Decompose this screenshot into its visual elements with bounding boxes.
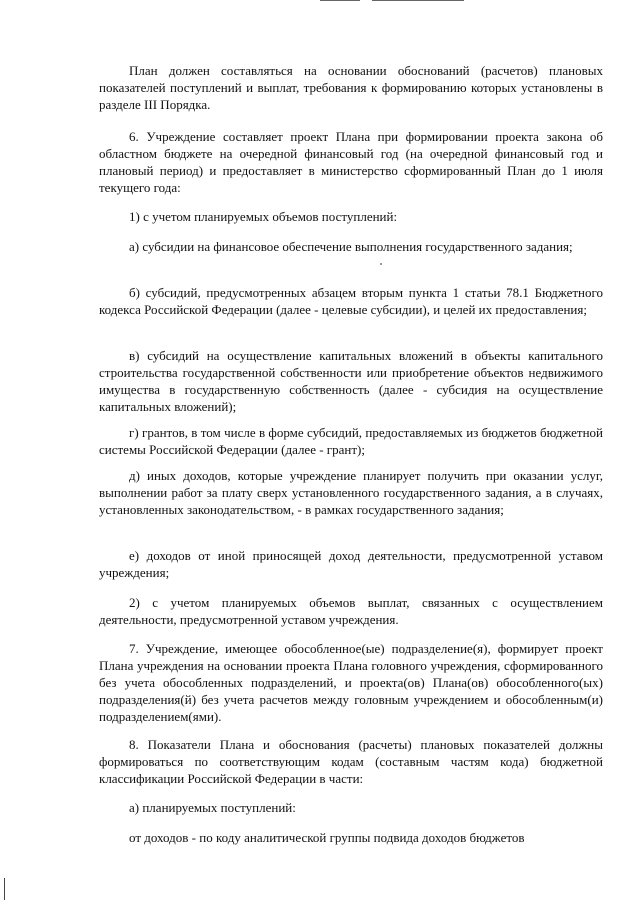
paragraph-item-8-a: а) планируемых поступлений: [129,800,296,815]
paragraph-item-6-1-b: б) субсидий, предусмотренных абзацем вторым пункта 1 статьи 78.1 Бюджетного кодекса Российской Федерации (далее - целевые субсидии), и целей их предоставления; [99,285,603,317]
paragraph-plan-basis: План должен составляться на основании обоснований (расчетов) плановых показателей поступлений и выплат, требования к формированию которых установлены в разделе III Порядка. [99,63,603,112]
scan-artifact-top-left [320,0,360,1]
paragraph-item-6-1-a: а) субсидии на финансовое обеспечение выполнения государственного задания; [129,239,573,254]
paragraph-item-6-2: 2) с учетом планируемых объемов выплат, связанных с осуществлением деятельности, предусмотренной уставом учреждения. [99,595,603,627]
scan-artifact-top-right [372,0,464,1]
paragraph-item-7: 7. Учреждение, имеющее обособленное(ые) подразделение(я), формирует проект Плана учреждения на основании проекта Плана головного учреждения, сформированного без учета обособленных подразделений, и проекта(ов) Плана(ов) обособленного(ых) подразделения(й) без учета расчетов между головным учреждением и обособленным(и) подразделением(ями). [99,641,603,724]
paragraph-item-6-1-g: г) грантов, в том числе в форме субсидий, предоставляемых из бюджетов бюджетной системы Российской Федерации (далее - грант); [99,425,603,457]
paragraph-item-6-1-v: в) субсидий на осуществление капитальных вложений в объекты капитального строительства государственной собственности или приобретение объектов недвижимого имущества в государственную собственность (далее - субсидия на осуществление капитальных вложений); [99,348,603,414]
paragraph-item-6: 6. Учреждение составляет проект Плана при формировании проекта закона об областном бюджете на очередной финансовый год (на очередной финансовый год и плановый период) и предоставляет в министерство сформированный План до 1 июля текущего года: [99,129,603,195]
paragraph-item-6-1-e: е) доходов от иной приносящей доход деятельности, предусмотренной уставом учреждения; [99,548,603,580]
paragraph-item-8: 8. Показатели Плана и обоснования (расчеты) плановых показателей должны формироваться по соответствующим кодам (составным частям кода) бюджетной классификации Российской Федерации в части: [99,737,603,786]
scan-artifact-left-edge [4,878,5,900]
paragraph-item-6-1: 1) с учетом планируемых объемов поступлений: [129,209,398,224]
paragraph-income-codes: от доходов - по коду аналитической группы подвида доходов бюджетов [129,830,525,845]
paragraph-item-6-1-d: д) иных доходов, которые учреждение планирует получить при оказании услуг, выполнении работ за плату сверх установленного государственного задания, а в случаях, установленных законодательством, - в рамках государственного задания; [99,468,603,517]
scan-speck [380,263,382,265]
